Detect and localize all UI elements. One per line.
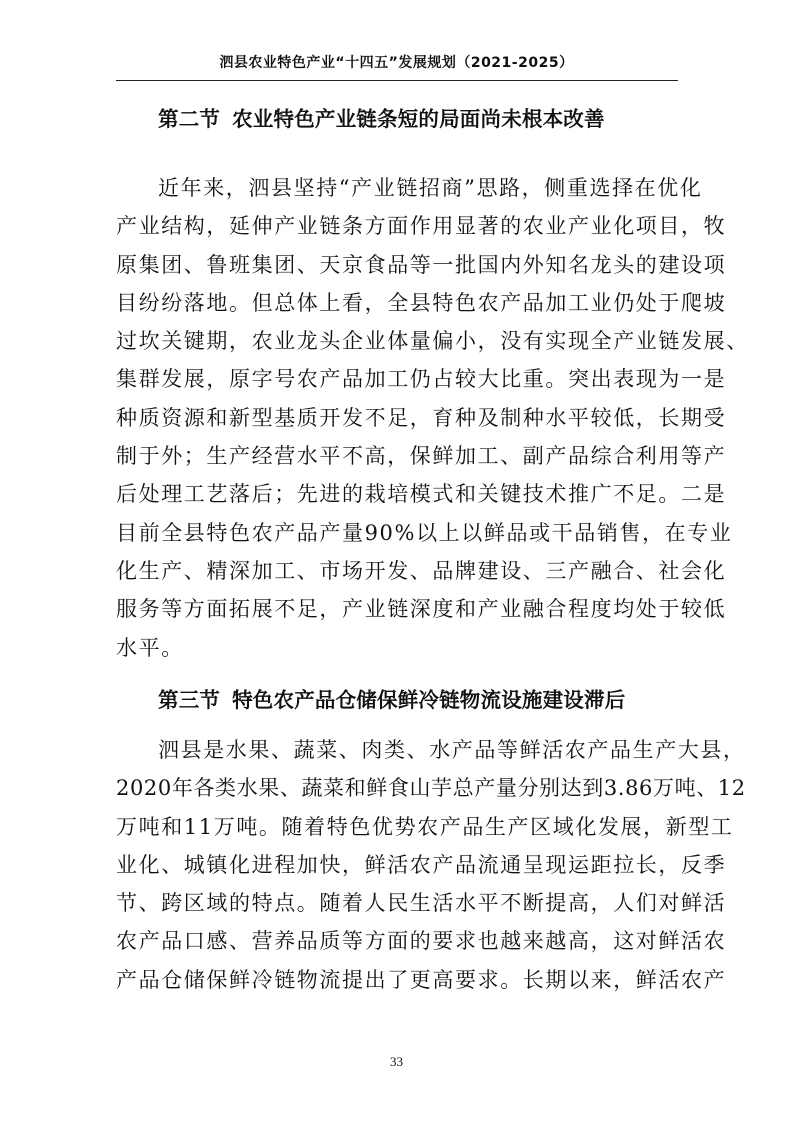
section-2-paragraph	[116, 169, 749, 667]
text-line: 业化、城镇化进程加快，鲜活农产品流通呈现运距拉长，反季	[116, 852, 727, 877]
text-line: 化生产、精深加工、市场开发、品牌建设、三产融合、社会化	[116, 558, 727, 583]
text-line: 原集团、鲁班集团、天京食品等一批国内外知名龙头的建设项	[116, 252, 727, 277]
section-2-heading	[158, 105, 605, 133]
text-line: 目前全县特色农产品产量90%以上以鲜品或干品销售，在专业	[116, 520, 733, 545]
text-line: 产品仓储保鲜冷链物流提出了更高要求。长期以来，鲜活农产	[116, 967, 727, 992]
section-3-heading	[158, 686, 625, 714]
text-line: 过坎关键期，农业龙头企业体量偏小，没有实现全产业链发展、	[116, 329, 749, 354]
text-line: 种质资源和新型基质开发不足，育种及制种水平较低，长期受	[116, 405, 727, 430]
header-rule	[116, 80, 678, 81]
text-line: 水平。	[116, 635, 184, 660]
text-line: 2020年各类水果、蔬菜和鲜食山芋总产量分别达到3.86万吨、12	[116, 776, 746, 801]
text-line: 服务等方面拓展不足，产业链深度和产业融合程度均处于较低	[116, 597, 727, 622]
section-3-title: 特色农产品仓储保鲜冷链物流设施建设滞后	[232, 688, 626, 712]
page-number: 33	[390, 1054, 403, 1069]
text-line: 后处理工艺落后；先进的栽培模式和关键技术推广不足。二是	[116, 482, 727, 507]
section-3-paragraph	[116, 731, 746, 999]
text-line: 近年来，泗县坚持“产业链招商”思路，侧重选择在优化	[158, 176, 703, 200]
section-2-number: 第二节	[158, 107, 221, 131]
text-line: 产业结构，延伸产业链条方面作用显著的农业产业化项目，牧	[116, 214, 727, 239]
text-line: 节、跨区域的特点。随着人民生活水平不断提高，人们对鲜活	[116, 891, 727, 916]
text-line: 泗县是水果、蔬菜、肉类、水产品等鲜活农产品生产大县，	[158, 738, 746, 762]
text-line: 目纷纷落地。但总体上看，全县特色农产品加工业仍处于爬坡	[116, 290, 727, 315]
text-line: 集群发展，原字号农产品加工仍占较大比重。突出表现为一是	[116, 367, 727, 392]
running-header: 泗县农业特色产业“十四五”发展规划（2021-2025）	[219, 55, 574, 71]
text-line: 万吨和11万吨。随着特色优势农产品生产区域化发展，新型工	[116, 814, 734, 839]
text-line: 农产品口感、营养品质等方面的要求也越来越高，这对鲜活农	[116, 929, 727, 954]
text-line: 制于外；生产经营水平不高，保鲜加工、副产品综合利用等产	[116, 444, 727, 469]
section-3-number: 第三节	[158, 688, 221, 712]
section-2-title: 农业特色产业链条短的局面尚未根本改善	[232, 107, 605, 131]
